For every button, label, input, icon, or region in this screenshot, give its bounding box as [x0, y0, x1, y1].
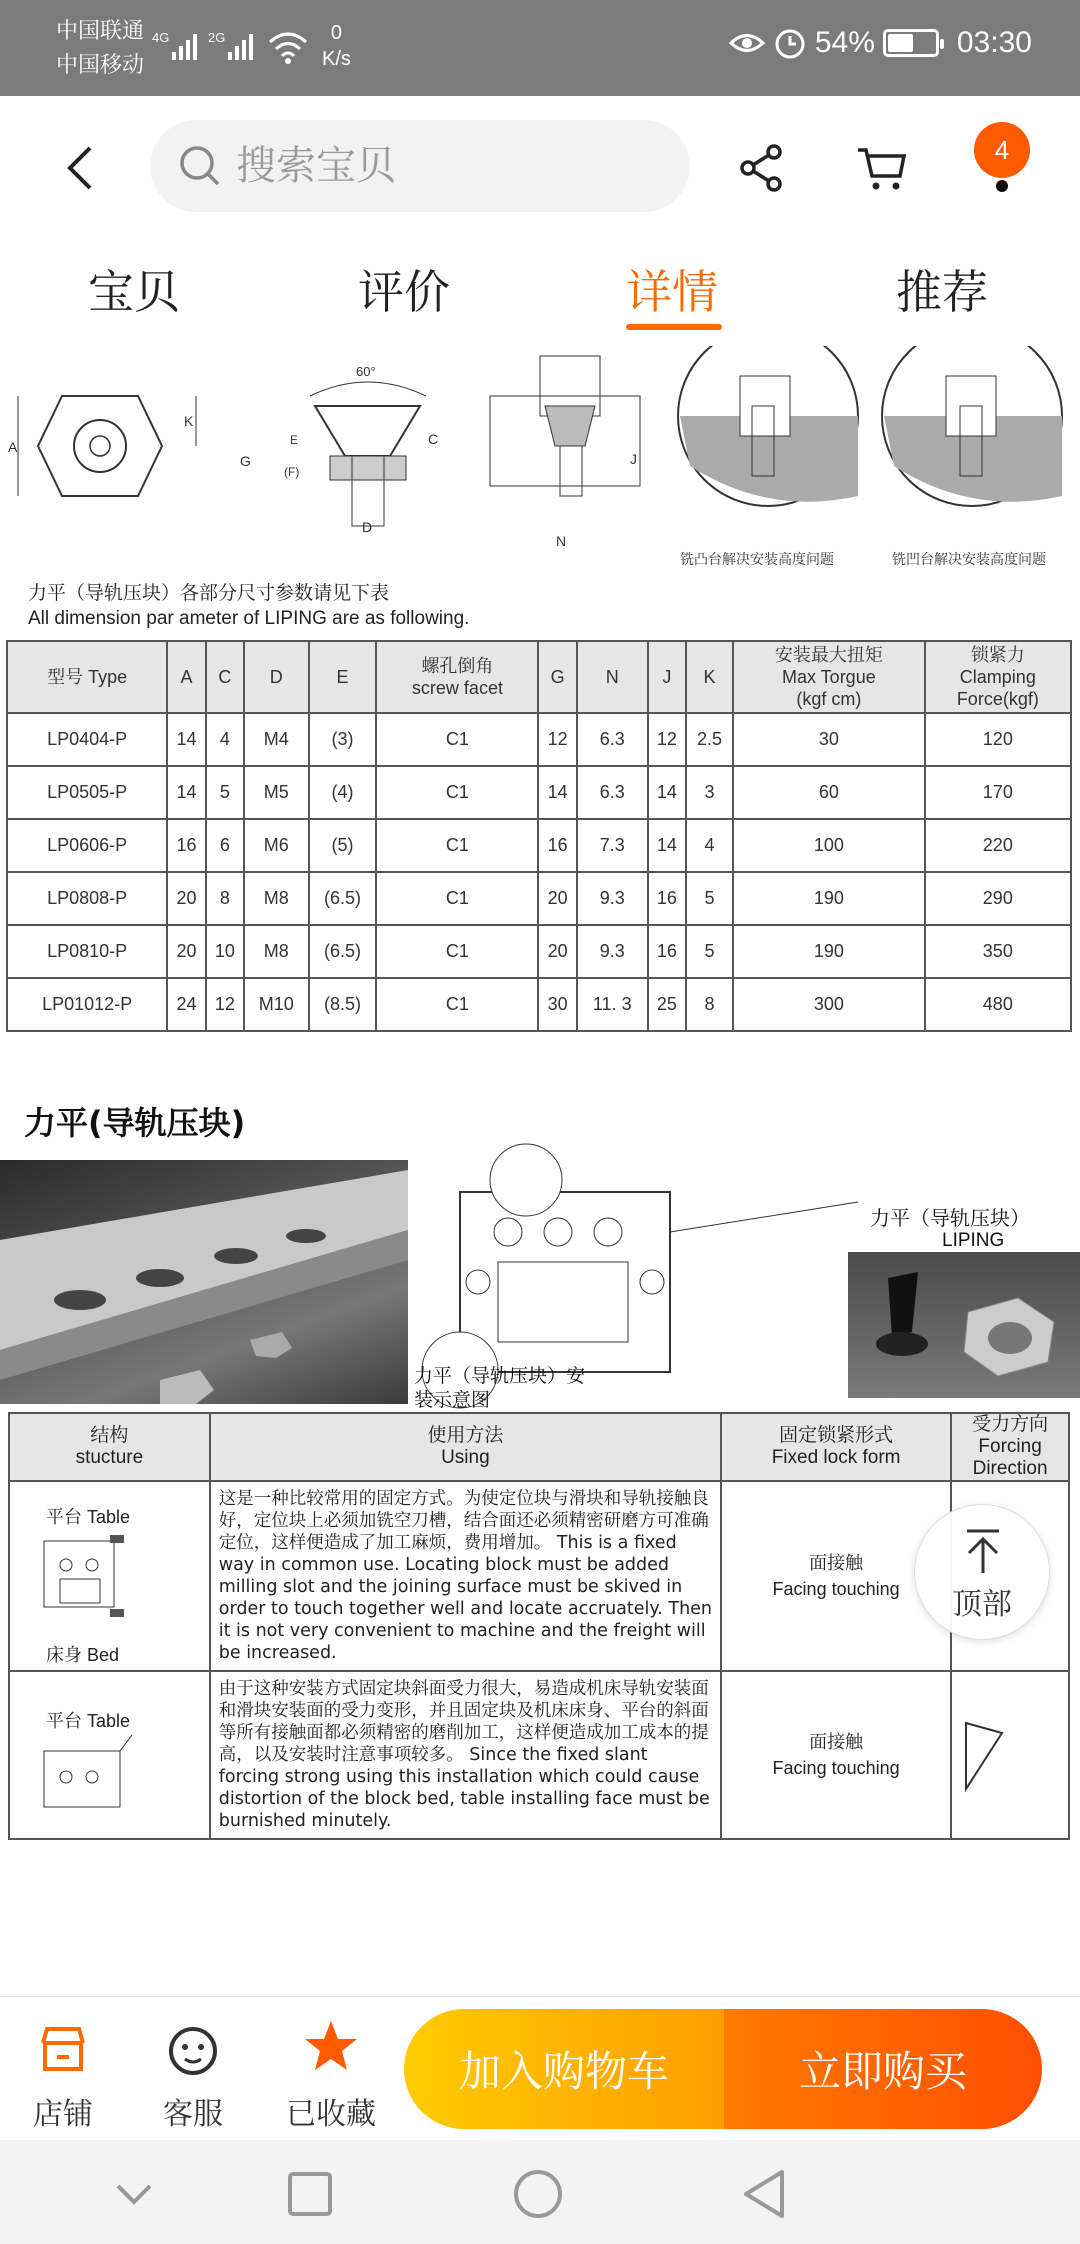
dim-label-a: A — [8, 439, 18, 455]
dim-label-angle: 60° — [356, 364, 376, 379]
back-nav-icon[interactable] — [736, 2164, 796, 2224]
network-speed — [322, 20, 351, 72]
spec-header-cell: C — [206, 641, 244, 713]
arrow-up-icon — [963, 1527, 1003, 1575]
install-caption — [414, 1364, 585, 1412]
message-badge: 4 — [974, 122, 1030, 178]
usage-desc-1: 这是一种比较常用的固定方式。为使定位块与滑块和导轨接触良好，定位块上必须加铣空刀槽，结合面还必须精密研磨方可准确定位，这样便造成了加工麻烦，费用增加。 This is a fixed way in common use. Locating block must be added milling slot and the joining surface must be skived in order to touch together well and locate accruately. Then it is not very convenient to machine and the freight will be increased. — [210, 1481, 721, 1671]
force-direction-icon — [952, 1713, 1012, 1793]
spec-cell: 290 — [925, 872, 1071, 925]
wifi-icon — [268, 30, 308, 64]
spec-header-row — [7, 641, 1071, 713]
usage-header-direction: 受力方向 Forcing Direction — [951, 1413, 1069, 1481]
spec-cell: 30 — [733, 713, 925, 766]
spec-cell: (3) — [309, 713, 377, 766]
spec-cell: (6.5) — [309, 872, 377, 925]
dim-label-k: K — [184, 413, 194, 429]
liping-label-cn: 力平（导轨压块） — [870, 1206, 1030, 1230]
section-title: 力平(导轨压块) — [24, 1104, 246, 1142]
spec-cell: (8.5) — [309, 978, 377, 1031]
spec-cell: 25 — [648, 978, 686, 1031]
spec-cell: 5 — [206, 766, 244, 819]
spec-cell: LP01012-P — [7, 978, 167, 1031]
spec-cell: 24 — [167, 978, 205, 1031]
usage-header-using: 使用方法 Using — [210, 1413, 721, 1481]
table-label: 平台 Table — [46, 1711, 131, 1731]
spec-cell: 12 — [538, 713, 576, 766]
speed-unit: K/s — [322, 48, 351, 70]
battery-percent: 54% — [814, 26, 875, 59]
usage-header-lock: 固定锁紧形式 Fixed lock form — [721, 1413, 951, 1481]
spec-cell: 10 — [206, 925, 244, 978]
usage-desc-2: 由于这种安装方式固定块斜面受力很大，易造成机床导轨安装面和滑块安装面的受力变形，并且固定块及机床床身、平台的斜面等所有接触面都必须精密的磨削加工，这样便造成加工成本的提高，以及安装时注意事项较多。 Since the fixed slant forcing strong using this installation which could cause distortion of the block bed, table installing face must be burnished minutely. — [210, 1671, 721, 1839]
carrier-names — [56, 14, 144, 82]
spec-cell: (6.5) — [309, 925, 377, 978]
battery-icon — [883, 29, 939, 57]
spec-row — [7, 766, 1071, 819]
spec-header-cell: J — [648, 641, 686, 713]
spec-row — [7, 819, 1071, 872]
spec-header-cell: 螺孔倒角 screw facet — [376, 641, 538, 713]
collected-label: 已收藏 — [286, 2097, 376, 2132]
spec-cell: 20 — [167, 872, 205, 925]
search-icon — [178, 144, 222, 188]
more-dot-icon — [996, 180, 1008, 192]
spec-cell: C1 — [376, 766, 538, 819]
spec-cell: 12 — [648, 713, 686, 766]
spec-cell: 300 — [733, 978, 925, 1031]
spec-header-cell: 安装最大扭矩 Max Torgue (kgf cm) — [733, 641, 925, 713]
dimension-caption-cn: 力平（导轨压块）各部分尺寸参数请见下表 — [28, 582, 390, 604]
search-input[interactable] — [236, 143, 656, 189]
spec-cell: 20 — [167, 925, 205, 978]
recents-icon[interactable] — [280, 2164, 340, 2224]
spec-cell: 8 — [686, 978, 733, 1031]
spec-cell: 170 — [925, 766, 1071, 819]
bottom-action-bar — [0, 1996, 1080, 2140]
drawing-caption-1: 铣凸台解决安装高度问题 — [680, 551, 834, 567]
table-label: 平台 Table — [46, 1507, 131, 1527]
spec-body — [7, 713, 1071, 1031]
spec-cell: 30 — [538, 978, 576, 1031]
home-icon[interactable] — [508, 2164, 568, 2224]
spec-cell: LP0810-P — [7, 925, 167, 978]
speed-value: 0 — [330, 22, 343, 44]
spec-cell: 12 — [206, 978, 244, 1031]
spec-cell: C1 — [376, 872, 538, 925]
tab-recommend[interactable]: 推荐 — [896, 265, 988, 319]
carrier-1: 中国联通 — [56, 18, 145, 43]
direction-cell — [951, 1671, 1069, 1839]
spec-cell: 100 — [733, 819, 925, 872]
customer-service-icon — [165, 2021, 221, 2077]
spec-cell: 8 — [206, 872, 244, 925]
collect-button[interactable] — [276, 2007, 386, 2131]
spec-row — [7, 978, 1071, 1031]
tab-item[interactable]: 宝贝 — [88, 265, 180, 319]
spec-cell: LP0606-P — [7, 819, 167, 872]
lock-form-en: Facing touching — [772, 1758, 900, 1778]
spec-cell: 5 — [686, 872, 733, 925]
bed-label: 床身 Bed — [46, 1645, 120, 1665]
spec-header-cell: D — [244, 641, 308, 713]
spec-cell: LP0808-P — [7, 872, 167, 925]
back-button[interactable] — [54, 138, 104, 198]
tab-bar — [0, 246, 1080, 330]
lock-form-cn: 面接触 — [809, 1553, 864, 1573]
battery-fill — [888, 34, 913, 52]
spec-row — [7, 925, 1071, 978]
spec-cell: 14 — [167, 766, 205, 819]
signal-icon — [152, 26, 262, 66]
search-bar[interactable] — [150, 120, 690, 212]
drawing-caption-2: 铣凹台解决安装高度问题 — [892, 551, 1046, 567]
spec-cell: C1 — [376, 978, 538, 1031]
status-bar — [0, 0, 1080, 96]
spec-row — [7, 713, 1071, 766]
net-1-label: 4G — [152, 30, 170, 45]
spec-cell: 14 — [167, 713, 205, 766]
spec-header-cell: N — [577, 641, 648, 713]
spec-cell: 16 — [167, 819, 205, 872]
dim-label-c: C — [428, 431, 439, 447]
service-label: 客服 — [163, 2097, 223, 2132]
active-tab-indicator — [626, 324, 722, 330]
tab-details[interactable]: 详情 — [626, 265, 718, 319]
spec-row — [7, 872, 1071, 925]
system-nav-bar — [0, 2140, 1080, 2244]
dim-label-d: D — [362, 519, 373, 535]
spec-cell: 4 — [206, 713, 244, 766]
structure-diagram-1 — [36, 1525, 126, 1625]
store-icon — [35, 2021, 91, 2077]
eye-comfort-icon — [729, 28, 765, 58]
spec-cell: 5 — [686, 925, 733, 978]
lock-form-en: Facing touching — [772, 1579, 900, 1599]
usage-header-row — [9, 1413, 1069, 1481]
chevron-down-icon[interactable] — [104, 2164, 164, 2224]
star-icon — [301, 2017, 361, 2077]
structure-cell — [9, 1481, 210, 1671]
back-to-top-label: 顶部 — [952, 1587, 1012, 1622]
usage-row — [9, 1671, 1069, 1839]
structure-diagram-2 — [36, 1731, 136, 1809]
spec-cell: M8 — [244, 872, 308, 925]
spec-cell: M6 — [244, 819, 308, 872]
dim-label-g: G — [240, 453, 251, 469]
share-icon[interactable] — [734, 140, 790, 196]
lock-cell — [721, 1671, 951, 1839]
spec-cell: 2.5 — [686, 713, 733, 766]
spec-cell: 3 — [686, 766, 733, 819]
dimension-drawings — [0, 346, 1080, 576]
usage-table — [8, 1412, 1070, 1840]
spec-cell: 14 — [538, 766, 576, 819]
spec-cell: 16 — [648, 872, 686, 925]
liping-label-en: LIPING — [942, 1230, 1005, 1251]
store-label: 店铺 — [33, 2097, 93, 2132]
spec-cell: M10 — [244, 978, 308, 1031]
tab-reviews[interactable]: 评价 — [358, 265, 450, 319]
lock-form-cn: 面接触 — [809, 1732, 864, 1752]
service-button[interactable] — [138, 2007, 248, 2131]
spec-cell: LP0505-P — [7, 766, 167, 819]
dimension-caption-en: All dimension par ameter of LIPING are as following. — [28, 608, 470, 629]
spec-cell: 6.3 — [577, 766, 648, 819]
spec-cell: (5) — [309, 819, 377, 872]
spec-cell: M5 — [244, 766, 308, 819]
usage-row — [9, 1481, 1069, 1671]
spec-cell: C1 — [376, 819, 538, 872]
carrier-2: 中国移动 — [56, 52, 145, 77]
spec-header-cell: 型号 Type — [7, 641, 167, 713]
top-header — [0, 96, 1080, 346]
install-caption-line-1: 力平（导轨压块）安 — [414, 1365, 586, 1387]
spec-cell: 9.3 — [577, 872, 648, 925]
rail-photo-image — [0, 1160, 408, 1404]
buy-now-button[interactable]: 立即购买 — [724, 2009, 1042, 2129]
spec-cell: C1 — [376, 713, 538, 766]
store-button[interactable] — [8, 2007, 118, 2131]
spec-cell: 120 — [925, 713, 1071, 766]
spec-cell: M8 — [244, 925, 308, 978]
structure-cell — [9, 1671, 210, 1839]
spec-cell: 16 — [648, 925, 686, 978]
dim-label-j: J — [630, 451, 637, 467]
spec-cell: 190 — [733, 925, 925, 978]
chevron-left-icon — [64, 144, 94, 192]
back-to-top-button[interactable] — [914, 1504, 1050, 1640]
detail-content[interactable] — [0, 346, 1080, 1996]
spec-cell: 7.3 — [577, 819, 648, 872]
spec-cell: 6.3 — [577, 713, 648, 766]
add-to-cart-button[interactable]: 加入购物车 — [404, 2009, 724, 2129]
dim-label-f: (F) — [284, 465, 300, 479]
spec-cell: 6 — [206, 819, 244, 872]
spec-cell: LP0404-P — [7, 713, 167, 766]
spec-header-cell: E — [309, 641, 377, 713]
spec-cell: 60 — [733, 766, 925, 819]
dim-label-e: E — [290, 433, 299, 447]
parts-photo-image — [848, 1252, 1080, 1398]
spec-cell: 4 — [686, 819, 733, 872]
alarm-icon — [773, 26, 807, 60]
spec-cell: 11. 3 — [577, 978, 648, 1031]
clock: 03:30 — [956, 26, 1032, 59]
spec-cell: 480 — [925, 978, 1071, 1031]
spec-cell: (4) — [309, 766, 377, 819]
spec-header-cell: G — [538, 641, 576, 713]
spec-header-cell: A — [167, 641, 205, 713]
spec-cell: 20 — [538, 872, 576, 925]
parts-photo — [848, 1252, 1080, 1398]
install-caption-line-2: 装示意图 — [414, 1389, 491, 1411]
spec-cell: M4 — [244, 713, 308, 766]
cart-icon[interactable] — [854, 140, 910, 196]
spec-cell: 14 — [648, 766, 686, 819]
spec-cell: 16 — [538, 819, 576, 872]
spec-header-cell: K — [686, 641, 733, 713]
status-right — [729, 26, 1032, 60]
spec-table — [6, 640, 1072, 1032]
net-2-label: 2G — [208, 30, 226, 45]
spec-cell: 14 — [648, 819, 686, 872]
rail-photo — [0, 1160, 408, 1404]
spec-cell: 20 — [538, 925, 576, 978]
spec-cell: 190 — [733, 872, 925, 925]
spec-cell: 220 — [925, 819, 1071, 872]
spec-cell: 9.3 — [577, 925, 648, 978]
spec-cell: 350 — [925, 925, 1071, 978]
usage-header-structure: 结构 stucture — [9, 1413, 210, 1481]
spec-header-cell: 锁紧力 Clamping Force(kgf) — [925, 641, 1071, 713]
spec-cell: C1 — [376, 925, 538, 978]
dim-label-n: N — [556, 533, 567, 549]
